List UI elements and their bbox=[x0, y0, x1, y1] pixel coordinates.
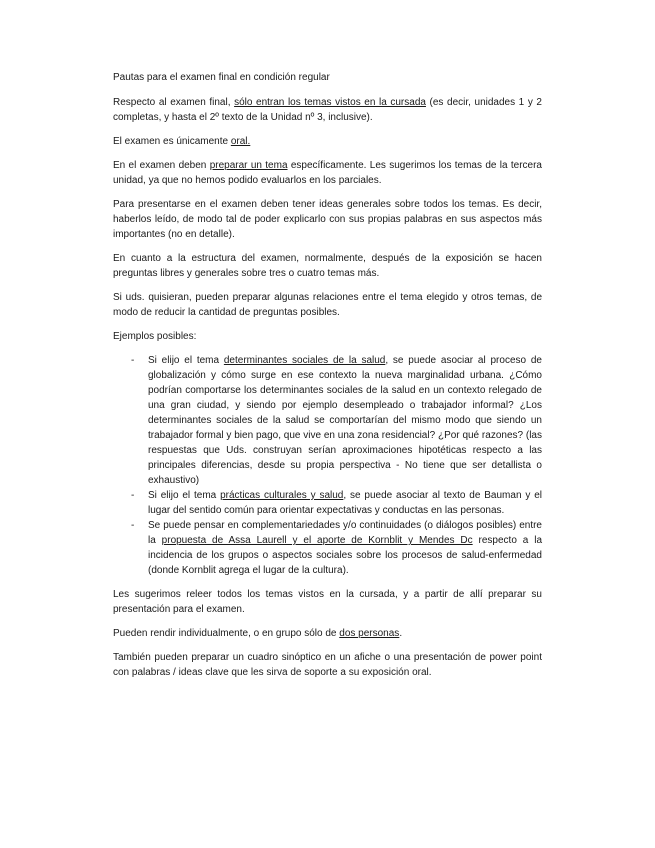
paragraph-ideas-generales bbox=[113, 197, 542, 242]
document-body bbox=[113, 70, 542, 689]
paragraph-text: También pueden preparar un cuadro sinóptico en un afiche o una presentación de power point con palabras / ideas clave que les sirva de soporte a su exposición oral. bbox=[113, 652, 542, 678]
paragraph-text: Les sugerimos releer todos los temas vistos en la cursada, y a partir de allí preparar su presentación para el examen. bbox=[113, 589, 542, 615]
list-item-text: , se puede asociar al proceso de globalización y cómo surge en ese contexto la nueva marginalidad urbana. ¿Cómo podrían comportarse los determinantes sociales de la salud en un contexto relegado de una gran ciudad, y siendo por ejemplo desempleado o trabajador informal? ¿Los determinantes sociales de la salud se comportarían del mismo modo que siendo un trabajador formal y bien pago, que vive en una zona residencial? ¿Por qué razones? (las respuestas que Uds. construyan serían aproximaciones hipotéticas respecto a las principales diferencias, desde su propia perspectiva - No tiene que ser detallista o exhaustivo) bbox=[148, 355, 542, 486]
paragraph-text: (es decir, unidades 1 y 2 completas, y hasta el 2º texto de la Unidad nº 3, inclusive). bbox=[113, 97, 542, 123]
list-item bbox=[113, 488, 542, 518]
paragraph-text: En cuanto a la estructura del examen, normalmente, después de la exposición se hacen preguntas libres y generales sobre tres o cuatro temas más. bbox=[113, 253, 542, 279]
underlined-text: oral. bbox=[230, 136, 251, 147]
bullet-dash: - bbox=[131, 490, 135, 501]
paragraph-text: En el examen deben bbox=[113, 160, 210, 171]
examples-heading-text: Ejemplos posibles: bbox=[113, 331, 197, 342]
list-item-text: Se puede pensar en complementariedades y/o continuidades (o diálogos posibles) entre la bbox=[148, 520, 542, 546]
underlined-text: propuesta de Assa Laurell y el aporte de Kornblit y Mendes Dc bbox=[161, 535, 473, 546]
paragraph-text: El examen es únicamente bbox=[113, 136, 231, 147]
list-item-text: respecto a la incidencia de los grupos o aspectos sociales sobre los procesos de salud-enfermedad (donde Kornblit agrega el lugar de la cultura). bbox=[148, 535, 543, 576]
bullet-dash: - bbox=[131, 355, 135, 366]
paragraph-rendir bbox=[113, 626, 542, 641]
paragraph-estructura-examen bbox=[113, 251, 542, 281]
document-title-text: Pautas para el examen final en condición regular bbox=[113, 72, 330, 83]
list-item-text: Si elijo el tema bbox=[148, 355, 224, 366]
paragraph-text: Si uds. quisieran, pueden preparar algunas relaciones entre el tema elegido y otros temas, de modo de reducir la cantidad de preguntas posibles. bbox=[113, 292, 542, 318]
paragraph-relaciones bbox=[113, 290, 542, 320]
paragraph-preparar-tema bbox=[113, 158, 542, 188]
paragraph-text: . bbox=[399, 628, 403, 639]
underlined-text: preparar un tema bbox=[209, 160, 288, 171]
list-item-text: , se puede asociar al texto de Bauman y el lugar del sentido común para orientar expectativas y conductas en las personas. bbox=[148, 490, 542, 516]
list-item bbox=[113, 518, 542, 578]
document-title bbox=[113, 70, 542, 85]
underlined-text: dos personas bbox=[339, 628, 400, 639]
list-item bbox=[113, 353, 542, 488]
paragraph-temas-examen bbox=[113, 95, 542, 125]
underlined-text: determinantes sociales de la salud bbox=[223, 355, 386, 366]
paragraph-cuadro-sinoptico bbox=[113, 650, 542, 680]
examples-heading bbox=[113, 329, 542, 344]
list-item-text: Si elijo el tema bbox=[148, 490, 221, 501]
underlined-text: sólo entran los temas vistos en la cursada bbox=[234, 97, 426, 108]
paragraph-text: específicamente. Les sugerimos los temas de la tercera unidad, ya que no hemos podido evaluarlos en los parciales. bbox=[113, 160, 542, 186]
bullet-dash: - bbox=[131, 520, 135, 531]
examples-list bbox=[113, 353, 542, 578]
paragraph-text: Pueden rendir individualmente, o en grupo sólo de bbox=[113, 628, 340, 639]
paragraph-examen-oral bbox=[113, 134, 542, 149]
paragraph-text: Para presentarse en el examen deben tener ideas generales sobre todos los temas. Es decir, haberlos leído, de modo tal de poder explicarlo con sus propias palabras en sus aspectos más importantes (no en detalle). bbox=[113, 199, 542, 240]
paragraph-releer bbox=[113, 587, 542, 617]
underlined-text: prácticas culturales y salud bbox=[220, 490, 344, 501]
paragraph-text: Respecto al examen final, bbox=[113, 97, 235, 108]
